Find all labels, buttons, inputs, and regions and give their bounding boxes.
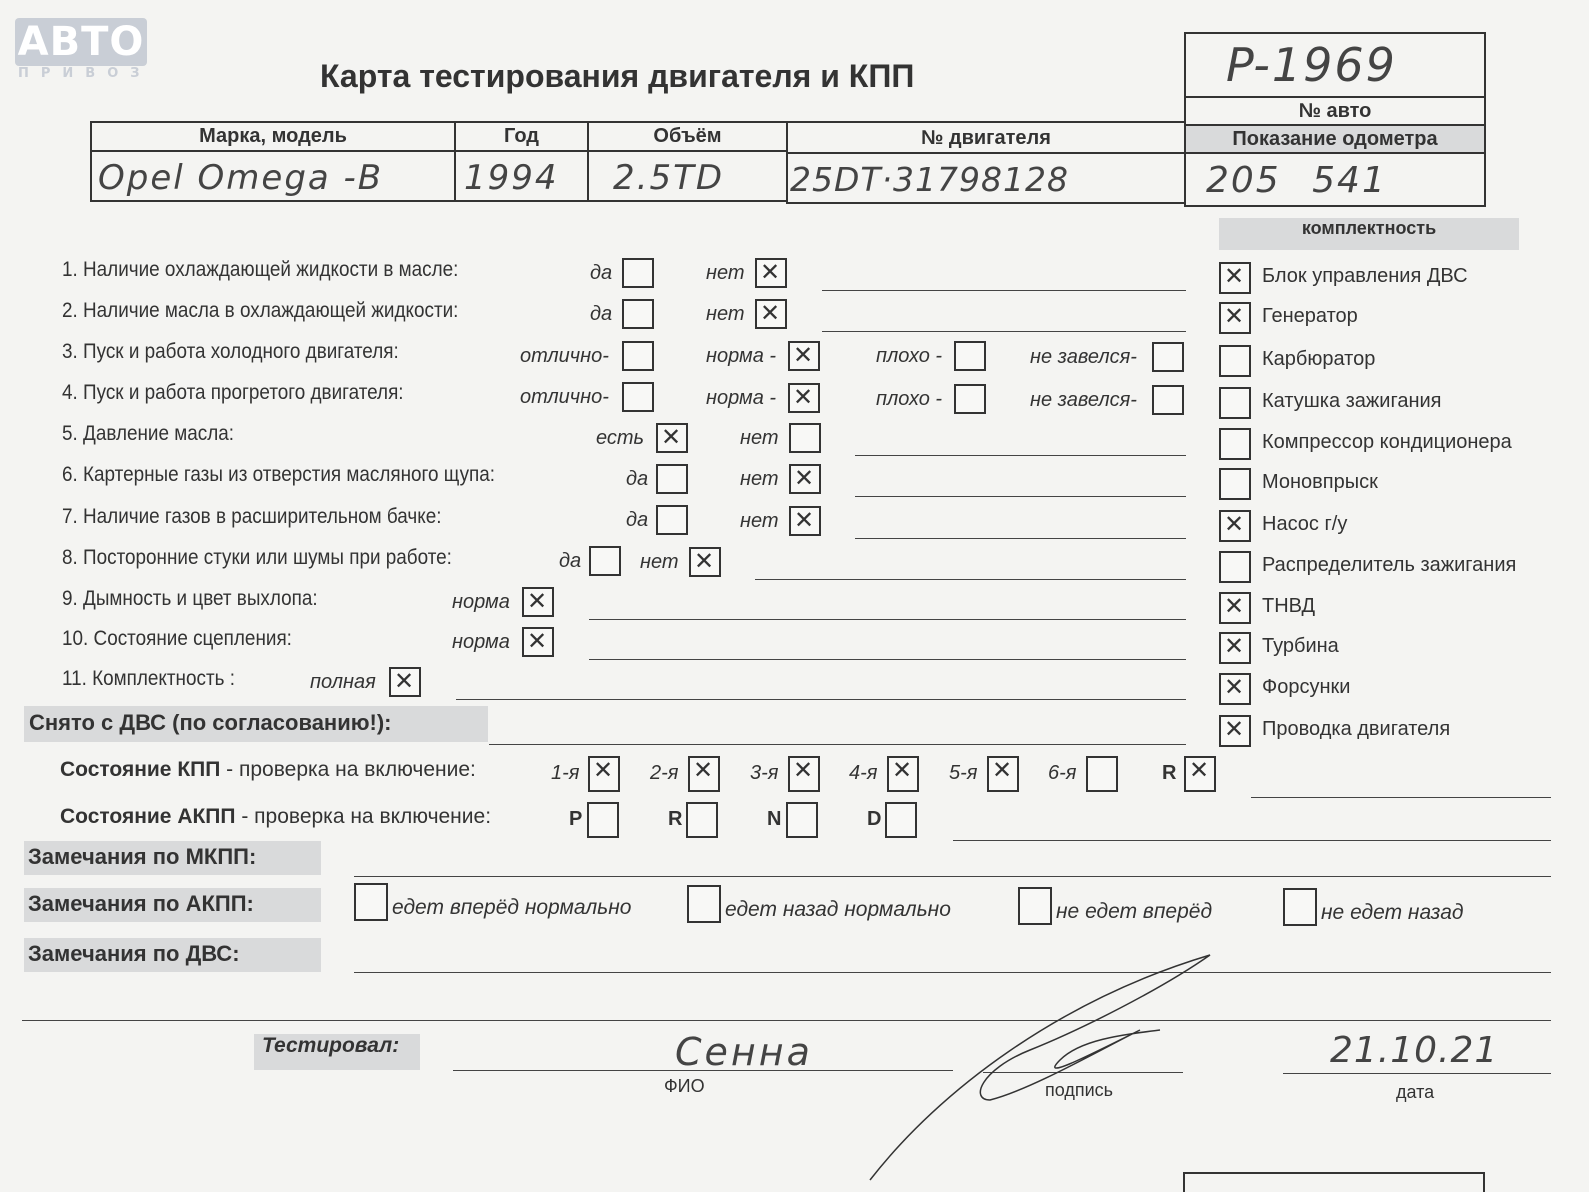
year-value: 1994	[464, 158, 559, 198]
signature-label: подпись	[1045, 1080, 1114, 1100]
q8-yes-checkbox[interactable]	[589, 546, 621, 576]
auto-number-value: P-1969	[1226, 38, 1397, 92]
kpp-gear-label: 3-я	[750, 762, 779, 784]
q3-excellent-label: отлично-	[520, 345, 609, 367]
remarks-akpp-label: Замечания по АКПП:	[24, 888, 321, 922]
tester-name: Сенна	[675, 1030, 813, 1074]
q2-yes-label: да	[590, 303, 613, 325]
q3-bad-checkbox[interactable]	[954, 341, 986, 371]
page-title: Карта тестирования двигателя и КПП	[320, 58, 915, 94]
akpp-no-backward-checkbox[interactable]	[1283, 888, 1317, 926]
q3-nostart-checkbox[interactable]	[1152, 342, 1184, 372]
completeness-checkbox[interactable]	[1219, 715, 1251, 747]
kpp-gear-label: 2-я	[650, 762, 679, 784]
q11-full-label: полная	[310, 671, 376, 693]
q3-excellent-checkbox[interactable]	[622, 341, 654, 371]
completeness-checkbox[interactable]	[1219, 468, 1251, 500]
q8-comment-line	[755, 579, 1186, 580]
q8-no-label: нет	[640, 551, 679, 573]
kpp-gear-label: 4-я	[849, 762, 878, 784]
date-value: 21.10.21	[1330, 1030, 1499, 1071]
q4-bad-label: плохо -	[876, 388, 943, 410]
make-header: Марка, модель	[90, 121, 456, 152]
akpp-gear-checkbox[interactable]	[885, 802, 917, 838]
akpp-label: Состояние АКПП - проверка на включение:	[60, 805, 492, 828]
akpp-gear-label: D	[867, 808, 882, 830]
make-field	[90, 150, 456, 202]
q5-present-label: есть	[596, 427, 645, 449]
q8-yes-label: да	[559, 550, 582, 572]
completeness-item-label: Карбюратор	[1262, 348, 1376, 370]
q3-nostart-label: не завелся-	[1030, 346, 1137, 368]
q7-yes-checkbox[interactable]	[656, 505, 688, 535]
akpp-forward-ok-checkbox[interactable]	[354, 883, 388, 921]
q6-no-checkbox[interactable]	[789, 464, 821, 494]
question-10: 10. Состояние сцепления:	[62, 627, 292, 650]
question-5: 5. Давление масла:	[62, 422, 234, 445]
q6-no-label: нет	[740, 468, 779, 490]
completeness-item-label: Моновпрыск	[1262, 471, 1378, 493]
q10-norm-checkbox[interactable]	[522, 627, 554, 657]
q6-yes-checkbox[interactable]	[656, 464, 688, 494]
date-label: дата	[1396, 1082, 1435, 1102]
akpp-backward-ok-checkbox[interactable]	[687, 885, 721, 923]
q6-yes-label: да	[626, 468, 649, 490]
completeness-checkbox[interactable]	[1219, 387, 1251, 419]
q2-yes-checkbox[interactable]	[622, 299, 654, 329]
q4-nostart-label: не завелся-	[1030, 389, 1137, 411]
question-1: 1. Наличие охлаждающей жидкости в масле:	[62, 258, 459, 281]
q7-no-label: нет	[740, 510, 779, 532]
q10-comment-line	[589, 659, 1186, 660]
q4-nostart-checkbox[interactable]	[1152, 385, 1184, 415]
completeness-item-label: Компрессор кондиционера	[1262, 431, 1512, 453]
year-header: Год	[454, 121, 589, 152]
q1-comment-line	[822, 290, 1186, 291]
q4-excellent-label: отлично-	[520, 386, 609, 408]
akpp-gear-checkbox[interactable]	[587, 802, 619, 838]
completeness-checkbox[interactable]	[1219, 632, 1251, 664]
q9-norm-label: норма	[452, 591, 510, 613]
engine-header: № двигателя	[786, 121, 1186, 154]
kpp-gear-checkbox[interactable]	[887, 756, 919, 792]
akpp-comment-line	[953, 840, 1551, 841]
kpp-gear-label: 6-я	[1048, 762, 1077, 784]
completeness-checkbox[interactable]	[1219, 551, 1251, 583]
completeness-item-label: Распределитель зажигания	[1262, 554, 1517, 576]
remarks-mkpp-label: Замечания по МКПП:	[24, 841, 321, 875]
q8-no-checkbox[interactable]	[689, 547, 721, 577]
odometer-label: Показание одометра	[1184, 124, 1486, 154]
q4-excellent-checkbox[interactable]	[622, 382, 654, 412]
q11-comment-line	[456, 699, 1186, 700]
make-value: Opel Omega -B	[98, 158, 384, 198]
akpp-gear-checkbox[interactable]	[786, 802, 818, 838]
completeness-item-label: Блок управления ДВС	[1262, 265, 1468, 287]
kpp-gear-label: R	[1162, 762, 1177, 784]
q6-comment-line	[855, 496, 1186, 497]
q7-no-checkbox[interactable]	[789, 506, 821, 536]
q11-full-checkbox[interactable]	[389, 667, 421, 697]
question-2: 2. Наличие масла в охлаждающей жидкости:	[62, 299, 459, 322]
auto-number-box	[1184, 32, 1486, 98]
q5-no-checkbox[interactable]	[789, 423, 821, 453]
akpp-backward-ok-label: едет назад нормально	[725, 898, 951, 921]
q3-bad-label: плохо -	[876, 345, 943, 367]
question-9: 9. Дымность и цвет выхлопа:	[62, 587, 318, 610]
q2-no-label: нет	[706, 303, 745, 325]
q4-bad-checkbox[interactable]	[954, 384, 986, 414]
completeness-item-label: Насос г/у	[1262, 513, 1348, 535]
odometer-value: 205 541	[1206, 160, 1387, 201]
akpp-forward-ok-label: едет вперёд нормально	[392, 896, 632, 919]
completeness-item-label: ТНВД	[1262, 595, 1316, 617]
kpp-gear-label: 5-я	[949, 762, 978, 784]
akpp-no-forward-label: не едет вперёд	[1056, 900, 1213, 923]
question-6: 6. Картерные газы из отверстия масляного щупа:	[62, 463, 496, 486]
akpp-no-forward-checkbox[interactable]	[1018, 887, 1052, 925]
akpp-gear-checkbox[interactable]	[686, 802, 718, 838]
akpp-gear-label: R	[668, 808, 683, 830]
year-field	[454, 150, 589, 202]
date-line	[1283, 1073, 1551, 1074]
q10-norm-label: норма	[452, 631, 510, 653]
volume-field	[587, 150, 788, 202]
q5-no-label: нет	[740, 427, 779, 449]
completeness-checkbox[interactable]	[1219, 428, 1251, 460]
kpp-gear-label: 1-я	[551, 762, 580, 784]
q2-no-checkbox[interactable]	[755, 299, 787, 329]
kpp-label: Состояние КПП - проверка на включение:	[60, 758, 476, 781]
kpp-gear-checkbox[interactable]	[1184, 756, 1216, 792]
engine-value: 25DT·31798128	[790, 160, 1070, 199]
question-4: 4. Пуск и работа прогретого двигателя:	[62, 381, 404, 404]
completeness-checkbox[interactable]	[1219, 592, 1251, 624]
q2-comment-line	[822, 331, 1186, 332]
question-7: 7. Наличие газов в расширительном бачке:	[62, 505, 442, 528]
auto-number-label: № авто	[1184, 96, 1486, 126]
completeness-title: комплектность	[1219, 218, 1519, 250]
removed-label: Снято с ДВС (по согласованию!):	[24, 706, 488, 742]
q7-yes-label: да	[626, 509, 649, 531]
q1-yes-label: да	[590, 262, 613, 284]
fio-label: ФИО	[664, 1076, 705, 1096]
completeness-item-label: Турбина	[1262, 635, 1339, 657]
akpp-no-backward-label: не едет назад	[1321, 901, 1464, 924]
completeness-item-label: Форсунки	[1262, 676, 1351, 698]
volume-value: 2.5TD	[613, 158, 725, 198]
q9-comment-line	[589, 619, 1186, 620]
kpp-comment-line	[1251, 797, 1551, 798]
q3-normal-label: норма -	[706, 345, 777, 367]
completeness-checkbox[interactable]	[1219, 262, 1251, 294]
completeness-item-label: Катушка зажигания	[1262, 390, 1442, 412]
completeness-item-label: Генератор	[1262, 305, 1358, 327]
volume-header: Объём	[587, 121, 788, 152]
q7-comment-line	[855, 538, 1186, 539]
q9-norm-checkbox[interactable]	[522, 587, 554, 617]
question-3: 3. Пуск и работа холодного двигателя:	[62, 340, 399, 363]
question-11: 11. Комплектность :	[62, 667, 235, 690]
completeness-checkbox[interactable]	[1219, 510, 1251, 542]
q1-no-label: нет	[706, 262, 745, 284]
q1-no-checkbox[interactable]	[755, 258, 787, 288]
logo-subtitle: ПРИВОЗ	[18, 66, 152, 81]
engine-field	[786, 152, 1186, 204]
kpp-gear-checkbox[interactable]	[1086, 756, 1118, 792]
q1-yes-checkbox[interactable]	[622, 258, 654, 288]
completeness-checkbox[interactable]	[1219, 673, 1251, 705]
removed-line	[489, 744, 1186, 745]
completeness-item-label: Проводка двигателя	[1262, 718, 1451, 740]
completeness-checkbox[interactable]	[1219, 345, 1251, 377]
section-divider	[22, 1020, 1551, 1021]
q5-comment-line	[855, 455, 1186, 456]
q4-normal-checkbox[interactable]	[788, 383, 820, 413]
completeness-checkbox[interactable]	[1219, 302, 1251, 334]
kpp-gear-checkbox[interactable]	[987, 756, 1019, 792]
kpp-gear-checkbox[interactable]	[788, 756, 820, 792]
akpp-gear-label: N	[767, 808, 782, 830]
remarks-dvs-label: Замечания по ДВС:	[24, 938, 321, 972]
kpp-gear-checkbox[interactable]	[588, 756, 620, 792]
signature-scribble	[860, 940, 1230, 1192]
tested-label: Тестировал:	[254, 1034, 420, 1070]
remarks-mkpp-line	[354, 876, 1551, 877]
q5-present-checkbox[interactable]	[656, 423, 688, 453]
logo: АВТО	[15, 18, 147, 66]
odometer-field	[1184, 152, 1486, 207]
q3-normal-checkbox[interactable]	[788, 341, 820, 371]
akpp-gear-label: P	[569, 808, 583, 830]
bottom-box	[1183, 1172, 1485, 1192]
question-8: 8. Посторонние стуки или шумы при работе:	[62, 546, 452, 569]
q4-normal-label: норма -	[706, 387, 777, 409]
kpp-gear-checkbox[interactable]	[688, 756, 720, 792]
